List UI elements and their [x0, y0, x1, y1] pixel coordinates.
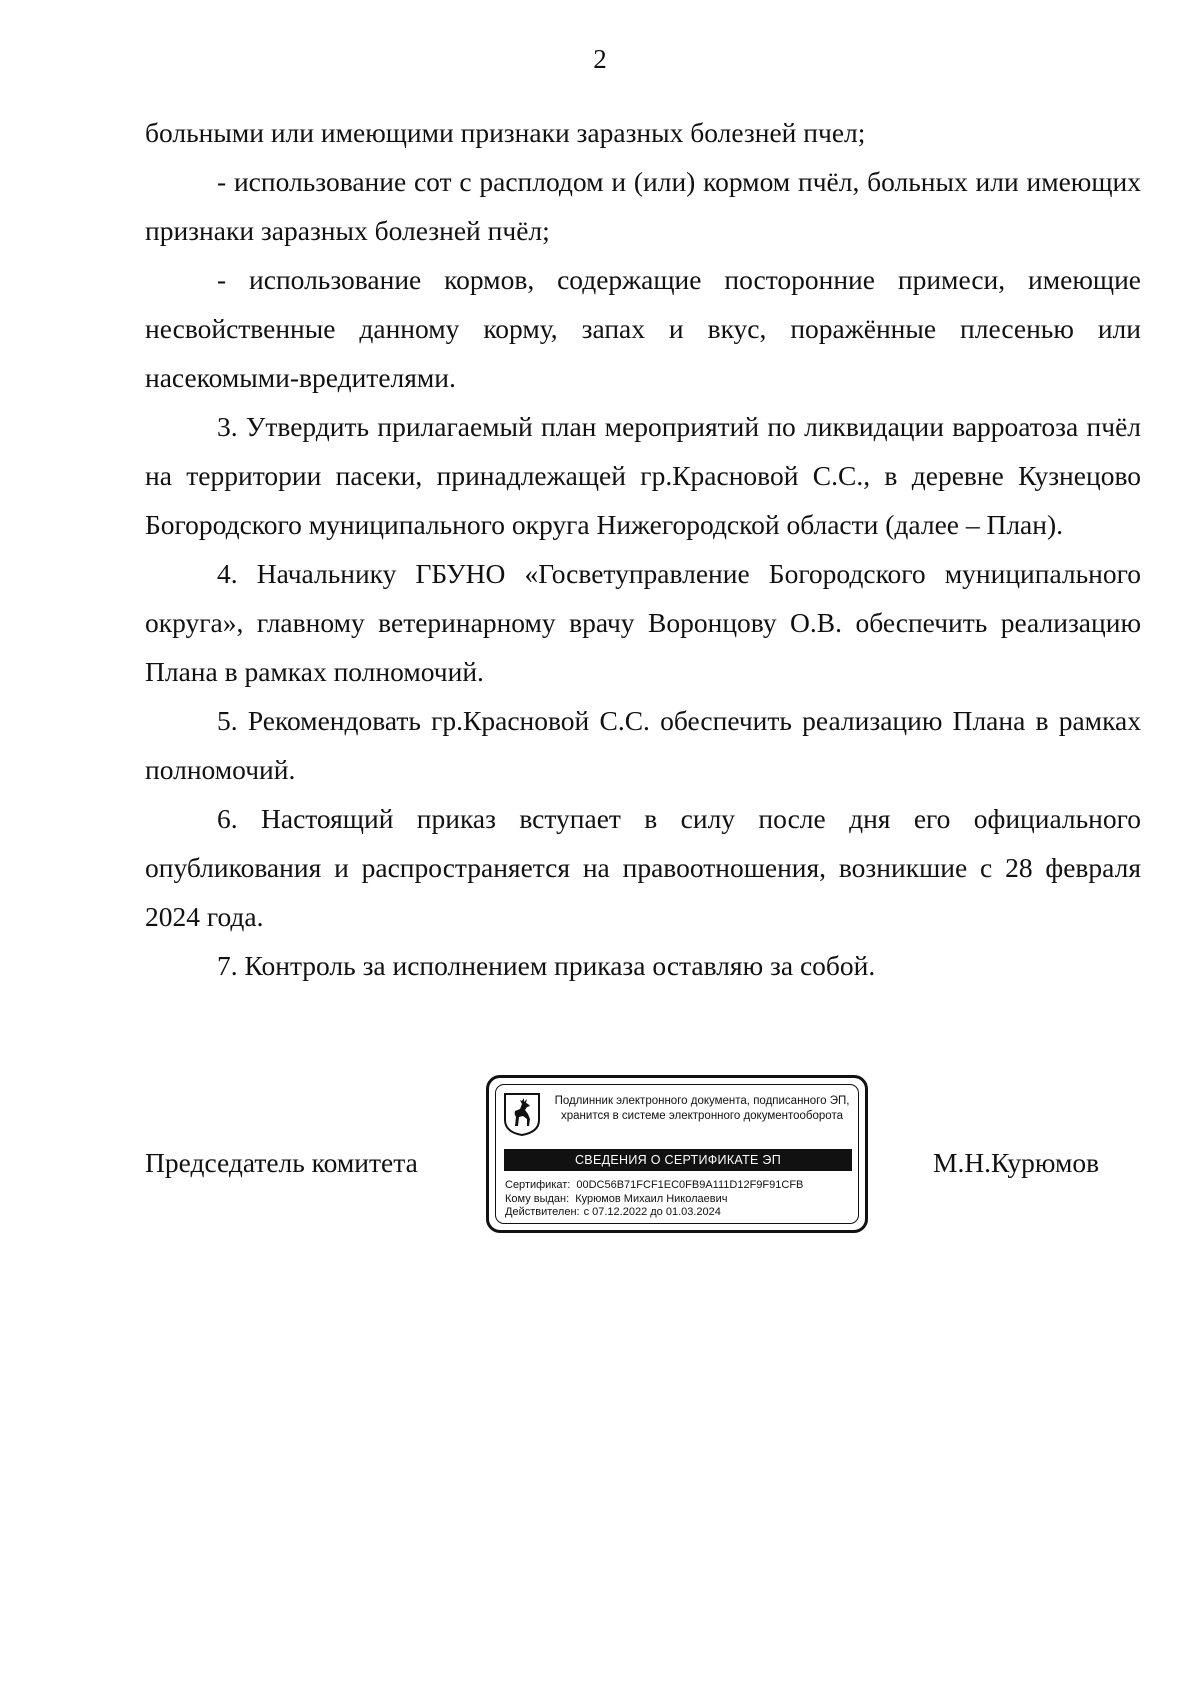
- paragraph: 3. Утвердить прилагаемый план мероприятий по ликвидации варроатоза пчёл на территории пасеки, принадлежащей гр.Красновой С.С., в деревне Кузнецово Богородского муниципального округа Нижегородской области (далее – План).: [145, 411, 1141, 540]
- stamp-title-bar: СВЕДЕНИЯ О СЕРТИФИКАТЕ ЭП: [504, 1149, 852, 1171]
- issued-to-value: Курюмов Михаил Николаевич: [575, 1192, 728, 1205]
- electronic-signature-stamp: [486, 1075, 868, 1233]
- paragraph: 4. Начальнику ГБУНО «Госветуправление Богородского муниципального округа», главному ветеринарному врачу Воронцову О.В. обеспечить реализацию Плана в рамках полномочий.: [145, 558, 1141, 687]
- issued-to-label: Кому выдан:: [505, 1192, 570, 1205]
- stamp-certificate-line: [505, 1179, 855, 1193]
- certificate-label: Сертификат:: [505, 1179, 571, 1191]
- signature-block: [145, 1075, 1145, 1235]
- paragraph: больными или имеющими признаки заразных болезней пчел;: [145, 117, 866, 148]
- paragraph: - использование кормов, содержащие посторонние примеси, имеющие несвойственные данному корму, запах и вкус, поражённые плесенью или насекомыми-вредителями.: [145, 264, 1141, 393]
- stamp-certificate-details: [505, 1179, 855, 1220]
- paragraph: 6. Настоящий приказ вступает в силу после дня его официального опубликования и распространяется на правоотношения, возникшие с 28 февраля 2024 года.: [145, 803, 1141, 932]
- stamp-header: [547, 1094, 857, 1124]
- stamp-header-line-2: хранится в системе электронного документооборота: [561, 1110, 843, 1122]
- page-number: 2: [593, 44, 607, 74]
- paragraph: - использование сот с расплодом и (или) кормом пчёл, больных или имеющих признаки заразных болезней пчёл;: [145, 166, 1141, 246]
- valid-value: с 07.12.2022 до 01.03.2024: [583, 1206, 721, 1218]
- signer-position: Председатель комитета: [145, 1147, 418, 1178]
- certificate-value: 00DC56B71FCF1EC0FB9A111D12F9F91CFB: [576, 1179, 804, 1191]
- stamp-issued-to-line: [505, 1193, 855, 1207]
- paragraph: 7. Контроль за исполнением приказа оставляю за собой.: [217, 950, 876, 981]
- stamp-header-line-1: Подлинник электронного документа, подписанного ЭП,: [554, 1095, 850, 1107]
- stamp-validity-line: [505, 1206, 855, 1220]
- document-body: [145, 108, 1141, 990]
- paragraph: 5. Рекомендовать гр.Красновой С.С. обеспечить реализацию Плана в рамках полномочий.: [145, 705, 1141, 785]
- nizhny-novgorod-deer-emblem-icon: [503, 1092, 541, 1136]
- signer-name: М.Н.Курюмов: [933, 1147, 1100, 1178]
- valid-label: Действителен:: [505, 1206, 580, 1218]
